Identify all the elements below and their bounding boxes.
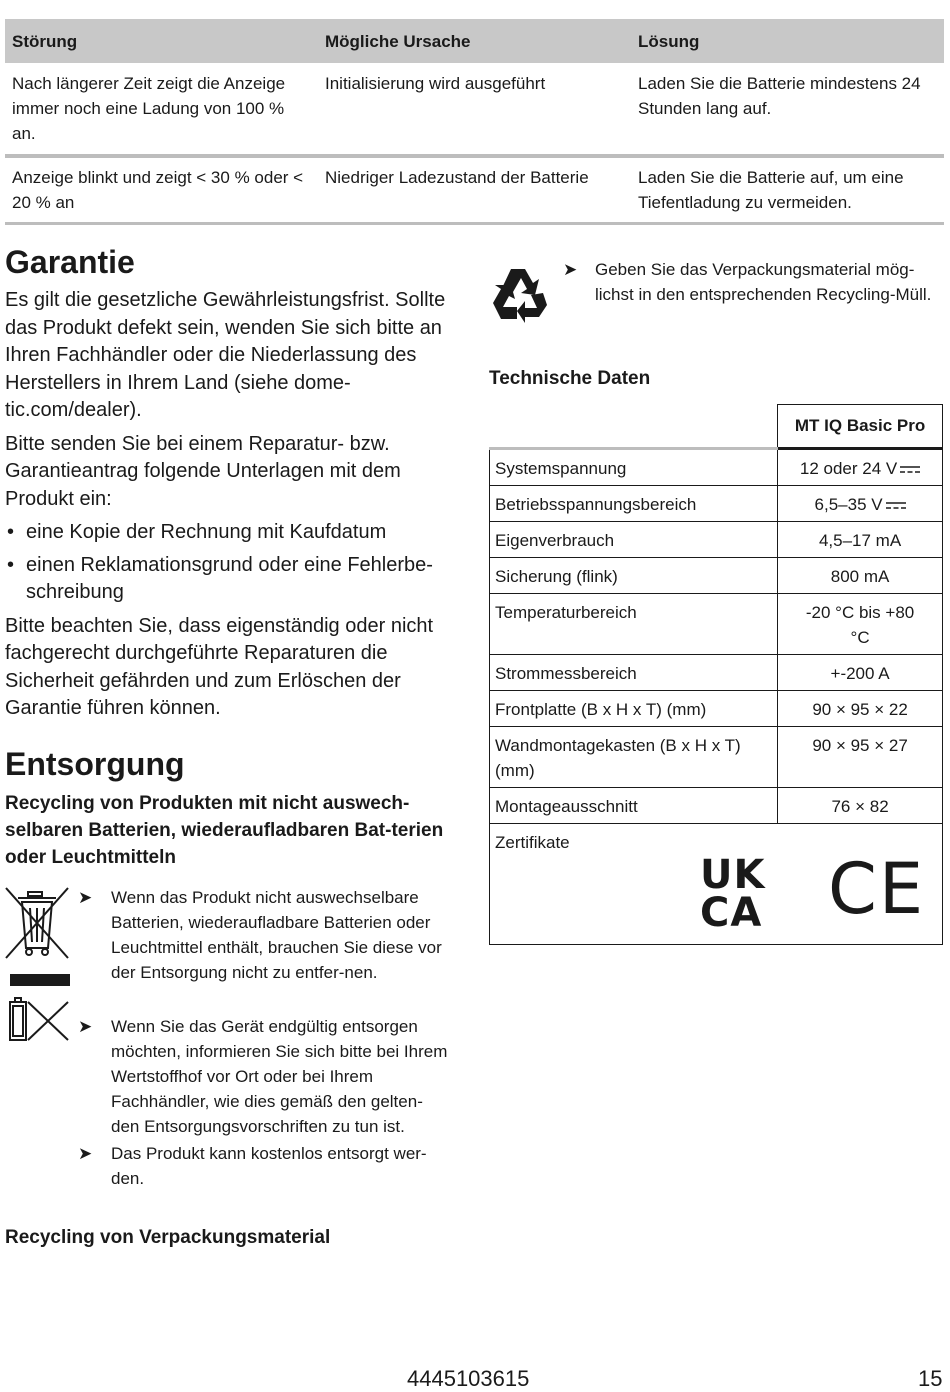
bullet: • — [7, 521, 15, 543]
spec-value-text: 12 oder 24 V — [799, 459, 898, 478]
garantie-heading: Garantie — [5, 244, 135, 280]
model-header: MT IQ Basic Pro — [778, 405, 943, 449]
table-cell: Initialisierung wird ausgeführt — [318, 63, 631, 156]
step-arrow: ➤ — [78, 1017, 93, 1036]
table-cell: Laden Sie die Batterie auf, um eine Tiefentladung zu vermeiden. — [631, 156, 944, 224]
column-header: Lösung — [631, 19, 944, 63]
table-row — [490, 788, 943, 824]
garantie-paragraph: Es gilt die gesetzliche Gewährleistungsfrist. Sollte das Produkt defekt sein, wenden Sie sich bitte an Ihren Fachhändler oder die Niederlassung des Herstellers in Ihrem Land (siehe dome-tic.com/dealer). — [5, 289, 446, 421]
step-arrow: ➤ — [78, 1144, 93, 1163]
table-row — [5, 156, 944, 224]
spec-label: Sicherung (flink) — [490, 558, 778, 594]
spec-value: 4,5–17 mA — [778, 522, 943, 558]
table-row — [490, 486, 943, 522]
table-cell: Nach längerer Zeit zeigt die Anzeige immer noch eine Ladung von 100 % an. — [5, 63, 318, 156]
battery-crossed-icon — [6, 996, 70, 1044]
table-row — [5, 63, 944, 156]
table-row — [490, 449, 943, 486]
dc-symbol-icon — [886, 501, 906, 511]
tech-data-heading: Technische Daten — [489, 368, 651, 389]
ce-mark-icon: CE — [828, 848, 926, 930]
spec-label: Betriebsspannungsbereich — [490, 486, 778, 522]
table-header-row — [490, 405, 943, 449]
column-header: Störung — [5, 19, 318, 63]
table-row — [490, 522, 943, 558]
table-row — [490, 594, 943, 655]
bullet: • — [7, 553, 15, 576]
table-header-row — [5, 19, 944, 63]
table-cell: Laden Sie die Batterie mindestens 24 Stunden lang auf. — [631, 63, 944, 156]
table-row — [490, 558, 943, 594]
table-row — [490, 691, 943, 727]
recycle-icon — [487, 263, 551, 327]
table-row — [490, 727, 943, 788]
document-number: 4445103615 — [407, 1366, 530, 1391]
recycling-packaging-heading: Recycling von Verpackungsmaterial — [5, 1227, 331, 1248]
table-row — [490, 824, 943, 945]
recycling-products-heading: Recycling von Produkten mit nicht auswech-selbaren Batterien, wiederaufladbaren Bat-terien oder Leuchtmitteln — [5, 793, 444, 868]
packaging-step: Geben Sie das Verpackungsmaterial mög-lichst in den entsprechenden Recycling-Müll. — [595, 260, 932, 304]
list-item-text: eine Kopie der Rechnung mit Kaufdatum — [26, 521, 387, 543]
disposal-step: Das Produkt kann kostenlos entsorgt wer-den. — [111, 1144, 427, 1188]
step-arrow: ➤ — [78, 888, 93, 907]
spec-label: Frontplatte (B x H x T) (mm) — [490, 691, 778, 727]
list-item — [5, 552, 463, 607]
spec-value-text: 6,5–35 V — [814, 495, 883, 514]
spec-value: 90 × 95 × 22 — [778, 691, 943, 727]
weee-bin-icon — [4, 886, 70, 988]
column-header: Mögliche Ursache — [318, 19, 631, 63]
spec-label: Strommessbereich — [490, 655, 778, 691]
spec-label: Eigenverbrauch — [490, 522, 778, 558]
troubleshooting-table — [5, 19, 944, 225]
table-row — [490, 655, 943, 691]
entsorgung-heading: Entsorgung — [5, 746, 185, 782]
spec-label: Temperaturbereich — [490, 594, 778, 655]
spec-value: +-200 A — [778, 655, 943, 691]
table-cell: Anzeige blinkt und zeigt < 30 % oder < 20 % an — [5, 156, 318, 224]
ukca-mark-icon: UK CA — [700, 852, 766, 936]
certificates-label: Zertifikate — [495, 833, 570, 852]
spec-value: 90 × 95 × 27 — [778, 727, 943, 788]
step-arrow: ➤ — [563, 260, 578, 279]
garantie-list — [5, 519, 463, 607]
certificates-cell — [490, 824, 943, 945]
spec-value: 76 × 82 — [778, 788, 943, 824]
garantie-paragraph: Bitte senden Sie bei einem Reparatur- bzw. Garantieantrag folgende Unterlagen mit dem Produkt ein: — [5, 432, 401, 510]
table-cell: Niedriger Ladezustand der Batterie — [318, 156, 631, 224]
spec-value — [778, 486, 943, 522]
garantie-paragraph: Bitte beachten Sie, dass eigenständig oder nicht fachgerecht durchgeführte Reparaturen die Sicherheit gefährden und zum Erlöschen der Garantie führen können. — [5, 614, 434, 719]
garantie-section — [5, 287, 463, 729]
spec-value — [778, 449, 943, 486]
tech-data-table — [489, 404, 943, 945]
dc-symbol-icon — [900, 465, 920, 475]
disposal-step: Wenn das Produkt nicht auswechselbare Batterien, wiederaufladbare Batterien oder Leuchtmittel enthält, brauchen Sie diese vor der Entsorgung nicht zu entfer-nen. — [111, 888, 442, 982]
spec-label: Montageausschnitt — [490, 788, 778, 824]
spec-value: -20 °C bis +80 °C — [778, 594, 943, 655]
disposal-step: Wenn Sie das Gerät endgültig entsorgen möchten, informieren Sie sich bitte bei Ihrem Wertstoffhof vor Ort oder bei Ihrem Fachhändler, wie dies gemäß den gelten-den Entsorgungsvorschriften zu tun ist. — [111, 1017, 448, 1136]
page-number: 15 — [918, 1366, 943, 1391]
list-item-text: einen Reklamationsgrund oder eine Fehlerbe-schreibung — [26, 553, 433, 603]
spec-value: 800 mA — [778, 558, 943, 594]
list-item — [5, 519, 463, 547]
spec-label: Systemspannung — [490, 449, 778, 486]
spec-label: Wandmontagekasten (B x H x T) (mm) — [490, 727, 778, 788]
